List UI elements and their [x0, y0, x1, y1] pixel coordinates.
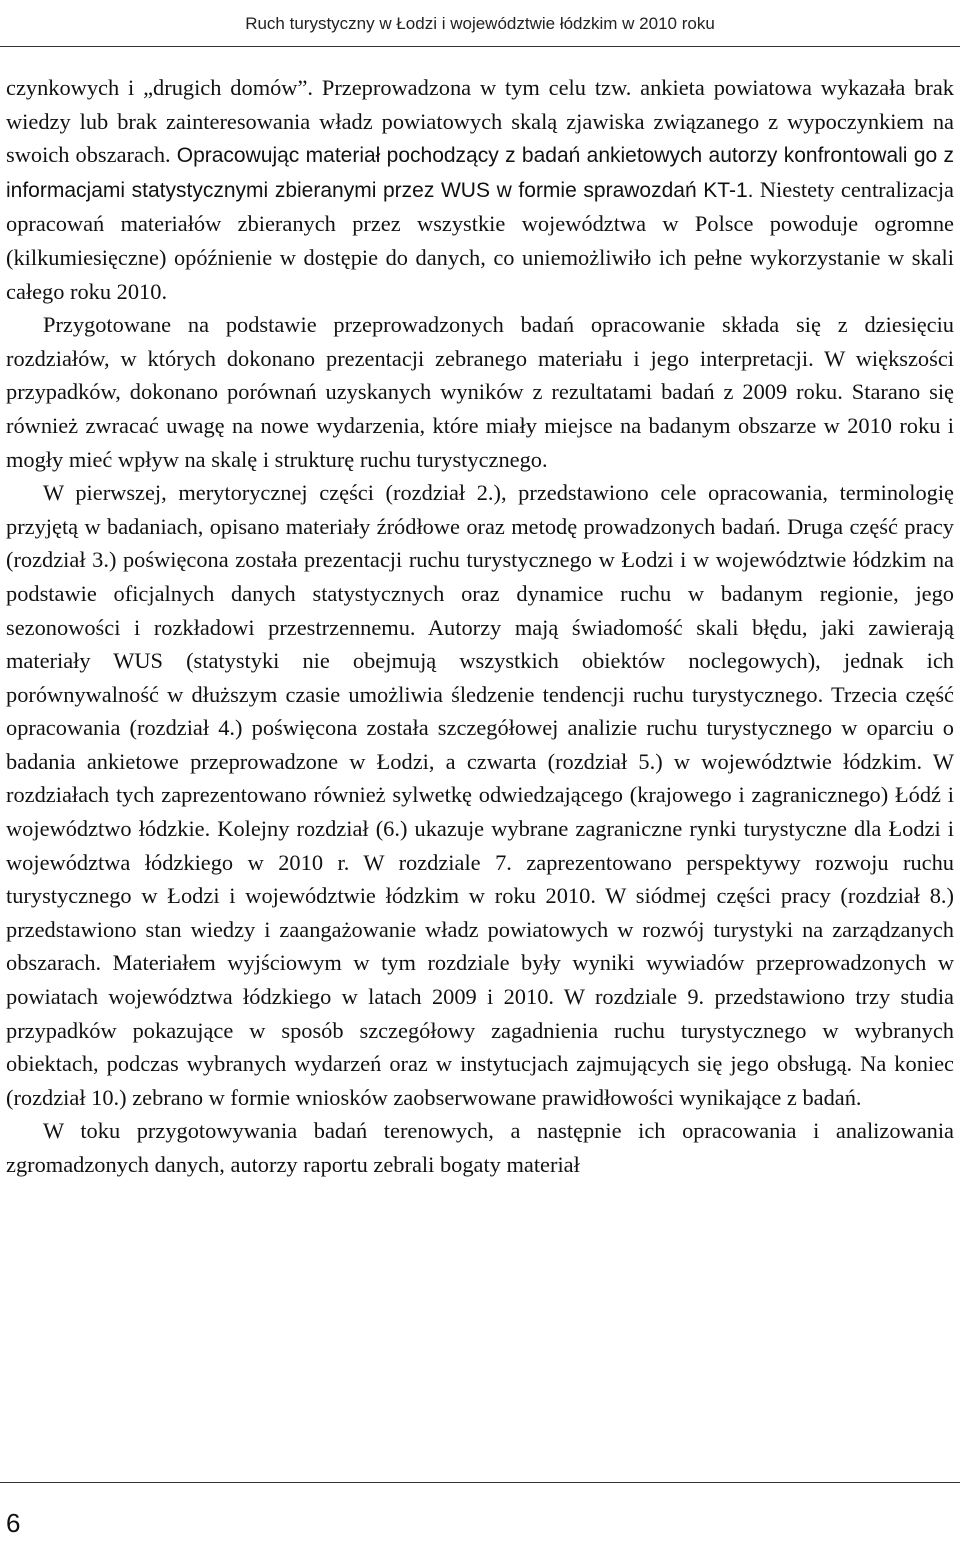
- header-divider: [0, 46, 960, 47]
- paragraph-2: Przygotowane na podstawie przeprowadzonych badań opracowanie składa się z dziesięciu rozdziałów, w których dokonano prezentacji zebranego materiału i jego interpretacji. W większości przypadków, dokonano porównań uzyskanych wyników z rezultatami badań z 2009 roku. Starano się również zwracać uwagę na nowe wydarzenia, które miały miejsce na badanym obszarze w 2010 roku i mogły mieć wpływ na skalę i strukturę ruchu turystycznego.: [6, 312, 954, 472]
- footer-divider: [0, 1482, 960, 1483]
- page-number: 6: [6, 1508, 21, 1538]
- paragraph-1-segment-1: czynkowych i „drugich domów”. Przeprowadzona w tym celu tzw. ankieta powiatowa wykazała brak wiedzy lub brak zainteresowania władz powiatowych skalą zjawiska związanego z wypoczynkiem na swoich obszarach.: [6, 75, 954, 168]
- running-header: [0, 14, 960, 34]
- paragraph-1-segment-3: Niestety centralizacja opracowań materiałów zbieranych przez wszystkie województwa w Polsce powoduje ogromne (kilkumiesięczne) opóźnienie w dostępie do danych, co uniemożliwiło ich pełne wykorzystanie w skali całego roku 2010.: [6, 176, 954, 304]
- body-text: [6, 71, 954, 1182]
- running-title: Ruch turystyczny w Łodzi i województwie łódzkim w 2010 roku: [245, 14, 715, 33]
- paragraph-4: W toku przygotowywania badań terenowych, a następnie ich opracowania i analizowania zgromadzonych danych, autorzy raportu zebrali bogaty materiał: [6, 1118, 954, 1177]
- paragraph-1: [6, 71, 954, 308]
- paragraph-1-segment-2: Opracowując materiał pochodzący z badań ankietowych autorzy konfrontowali go z informacjami statystycznymi zbieranymi przez WUS w formie sprawozdań KT-1.: [6, 144, 955, 202]
- paragraph-3: W pierwszej, merytorycznej części (rozdział 2.), przedstawiono cele opracowania, terminologię przyjętą w badaniach, opisano materiały źródłowe oraz metodę prowadzonych badań. Druga część pracy (rozdział 3.) poświęcona została prezentacji ruchu turystycznego w Łodzi i w województwie łódzkim na podstawie oficjalnych danych statystycznych oraz dynamice ruchu w badanym regionie, jego sezonowości i rozkładowi przestrzennemu. Autorzy mają świadomość skali błędu, jaki zawierają materiały WUS (statystyki nie obejmują wszystkich obiektów noclegowych), jednak ich porównywalność w dłuższym czasie umożliwia śledzenie tendencji ruchu turystycznego. Trzecia część opracowania (rozdział 4.) poświęcona została szczegółowej analizie ruchu turystycznego w oparciu o badania ankietowe przeprowadzone w Łodzi, a czwarta (rozdział 5.) w województwie łódzkim. W rozdziałach tych zaprezentowano również sylwetkę odwiedzającego (krajowego i zagranicznego) Łódź i województwo łódzkie. Kolejny rozdział (6.) ukazuje wybrane zagraniczne rynki turystyczne dla Łodzi i województwa łódzkiego w 2010 r. W rozdziale 7. zaprezentowano perspektywy rozwoju ruchu turystycznego w Łodzi i województwie łódzkim w roku 2010. W siódmej części pracy (rozdział 8.) przedstawiono stan wiedzy i zaangażowanie władz powiatowych w rozwój turystyki na zarządzanych obszarach. Materiałem wyjściowym w tym rozdziale były wyniki wywiadów przeprowadzonych w powiatach województwa łódzkiego w latach 2009 i 2010. W rozdziale 9. przedstawiono trzy studia przypadków pokazujące w sposób szczegółowy zagadnienia ruchu turystycznego w wybranych obiektach, podczas wybranych wydarzeń oraz w instytucjach zajmujących się jego obsługą. Na koniec (rozdział 10.) zebrano w formie wniosków zaobserwowane prawidłowości wynikające z badań.: [6, 480, 954, 1110]
